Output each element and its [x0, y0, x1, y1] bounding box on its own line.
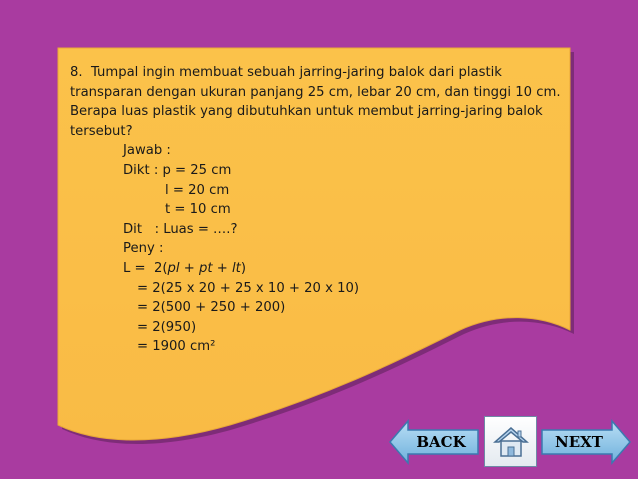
answer-step-2: = 2(500 + 250 + 200): [137, 300, 286, 316]
formula-plus-2: +: [212, 260, 232, 276]
answer-step-1: = 2(25 x 20 + 25 x 10 + 20 x 10): [137, 280, 360, 296]
next-button[interactable]: [540, 418, 632, 466]
question-line-3: Berapa luas plastik yang dibutuhkan untuk membut jarring-jaring balok: [70, 104, 543, 120]
home-icon: [492, 425, 530, 459]
question-line-2: transparan dengan ukuran panjang 25 cm, lebar 20 cm, dan tinggi 10 cm.: [70, 84, 561, 100]
formula-plus-1: +: [179, 260, 199, 276]
answer-dit: Dit : Luas = ….?: [123, 221, 238, 237]
answer-dikt-t: t = 10 cm: [165, 202, 231, 218]
question-line-4: tersebut?: [70, 123, 133, 139]
answer-dikt-p: Dikt : p = 25 cm: [123, 162, 232, 178]
home-button[interactable]: [484, 416, 537, 467]
question-content: [70, 63, 560, 357]
answer-formula: [70, 259, 560, 279]
question-line-1: 8. Tumpal ingin membuat sebuah jarring-jaring balok dari plastik: [70, 65, 502, 80]
answer-step-4: = 1900 cm²: [137, 339, 216, 355]
next-label: NEXT: [555, 433, 603, 451]
formula-suffix: ): [240, 260, 246, 276]
formula-lt: lt: [231, 260, 241, 276]
back-label: BACK: [416, 433, 466, 451]
answer-peny: Peny :: [123, 241, 164, 257]
answer-jawab: Jawab :: [123, 143, 171, 159]
answer-dikt-l: l = 20 cm: [165, 182, 230, 198]
back-button[interactable]: [388, 418, 480, 466]
formula-pl: pl: [167, 260, 180, 276]
formula-prefix: L = 2(: [123, 260, 168, 276]
formula-pt: pt: [199, 260, 213, 276]
answer-step-3: = 2(950): [137, 319, 197, 335]
